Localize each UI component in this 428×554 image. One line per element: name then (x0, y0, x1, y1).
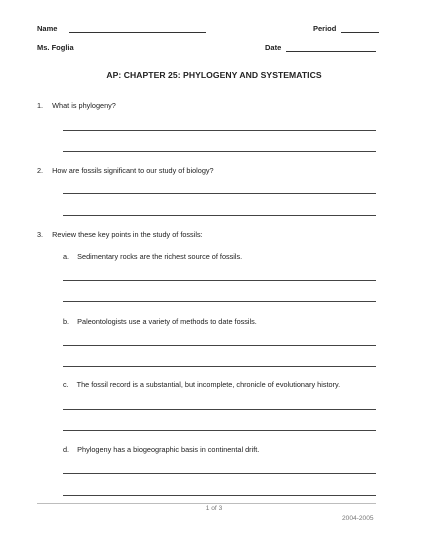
period-field-row (313, 24, 379, 33)
question-number: 3. (37, 230, 44, 239)
subpoint-letter: d. (63, 445, 70, 454)
subpoint-letter: b. (63, 317, 70, 326)
period-label: Period (313, 24, 337, 33)
answer-line[interactable] (63, 366, 376, 367)
question-number: 2. (37, 166, 44, 175)
subpoint-text: The fossil record is a substantial, but incomplete, chronicle of evolutionary history. (76, 380, 341, 389)
question-number: 1. (37, 101, 44, 110)
answer-line[interactable] (63, 193, 376, 194)
question-1 (37, 101, 116, 110)
page-title: AP: CHAPTER 25: PHYLOGENY AND SYSTEMATICS (106, 70, 322, 80)
date-blank-line (286, 43, 376, 52)
answer-line[interactable] (63, 430, 376, 431)
subpoint-text: Sedimentary rocks are the richest source of fossils. (77, 252, 243, 261)
name-field-row (37, 24, 206, 33)
subpoint-letter: c. (63, 380, 69, 389)
answer-line[interactable] (63, 409, 376, 410)
question-3 (37, 230, 203, 239)
subpoint-c (63, 380, 340, 389)
question-text: How are fossils significant to our study of biology? (52, 166, 214, 175)
subpoint-text: Phylogeny has a biogeographic basis in continental drift. (77, 445, 260, 454)
date-label: Date (265, 43, 282, 52)
answer-line[interactable] (63, 151, 376, 152)
period-blank-line (341, 24, 379, 33)
teacher-name: Ms. Foglia (37, 43, 74, 52)
answer-line[interactable] (63, 473, 376, 474)
subpoint-a (63, 252, 242, 261)
subpoint-b (63, 317, 257, 326)
name-label: Name (37, 24, 58, 33)
question-text: Review these key points in the study of fossils: (52, 230, 203, 239)
school-year: 2004-2005 (342, 515, 374, 522)
answer-line[interactable] (63, 130, 376, 131)
answer-line[interactable] (63, 345, 376, 346)
footer-divider (37, 503, 376, 504)
answer-line[interactable] (63, 280, 376, 281)
answer-line[interactable] (63, 215, 376, 216)
subpoint-text: Paleontologists use a variety of methods to date fossils. (77, 317, 257, 326)
answer-line[interactable] (63, 495, 376, 496)
subpoint-letter: a. (63, 252, 70, 261)
subpoint-d (63, 445, 259, 454)
date-field-row (265, 43, 376, 52)
answer-line[interactable] (63, 301, 376, 302)
question-text: What is phylogeny? (52, 101, 116, 110)
page-number: 1 of 3 (205, 505, 223, 512)
name-blank-line (69, 24, 206, 33)
question-2 (37, 166, 214, 175)
